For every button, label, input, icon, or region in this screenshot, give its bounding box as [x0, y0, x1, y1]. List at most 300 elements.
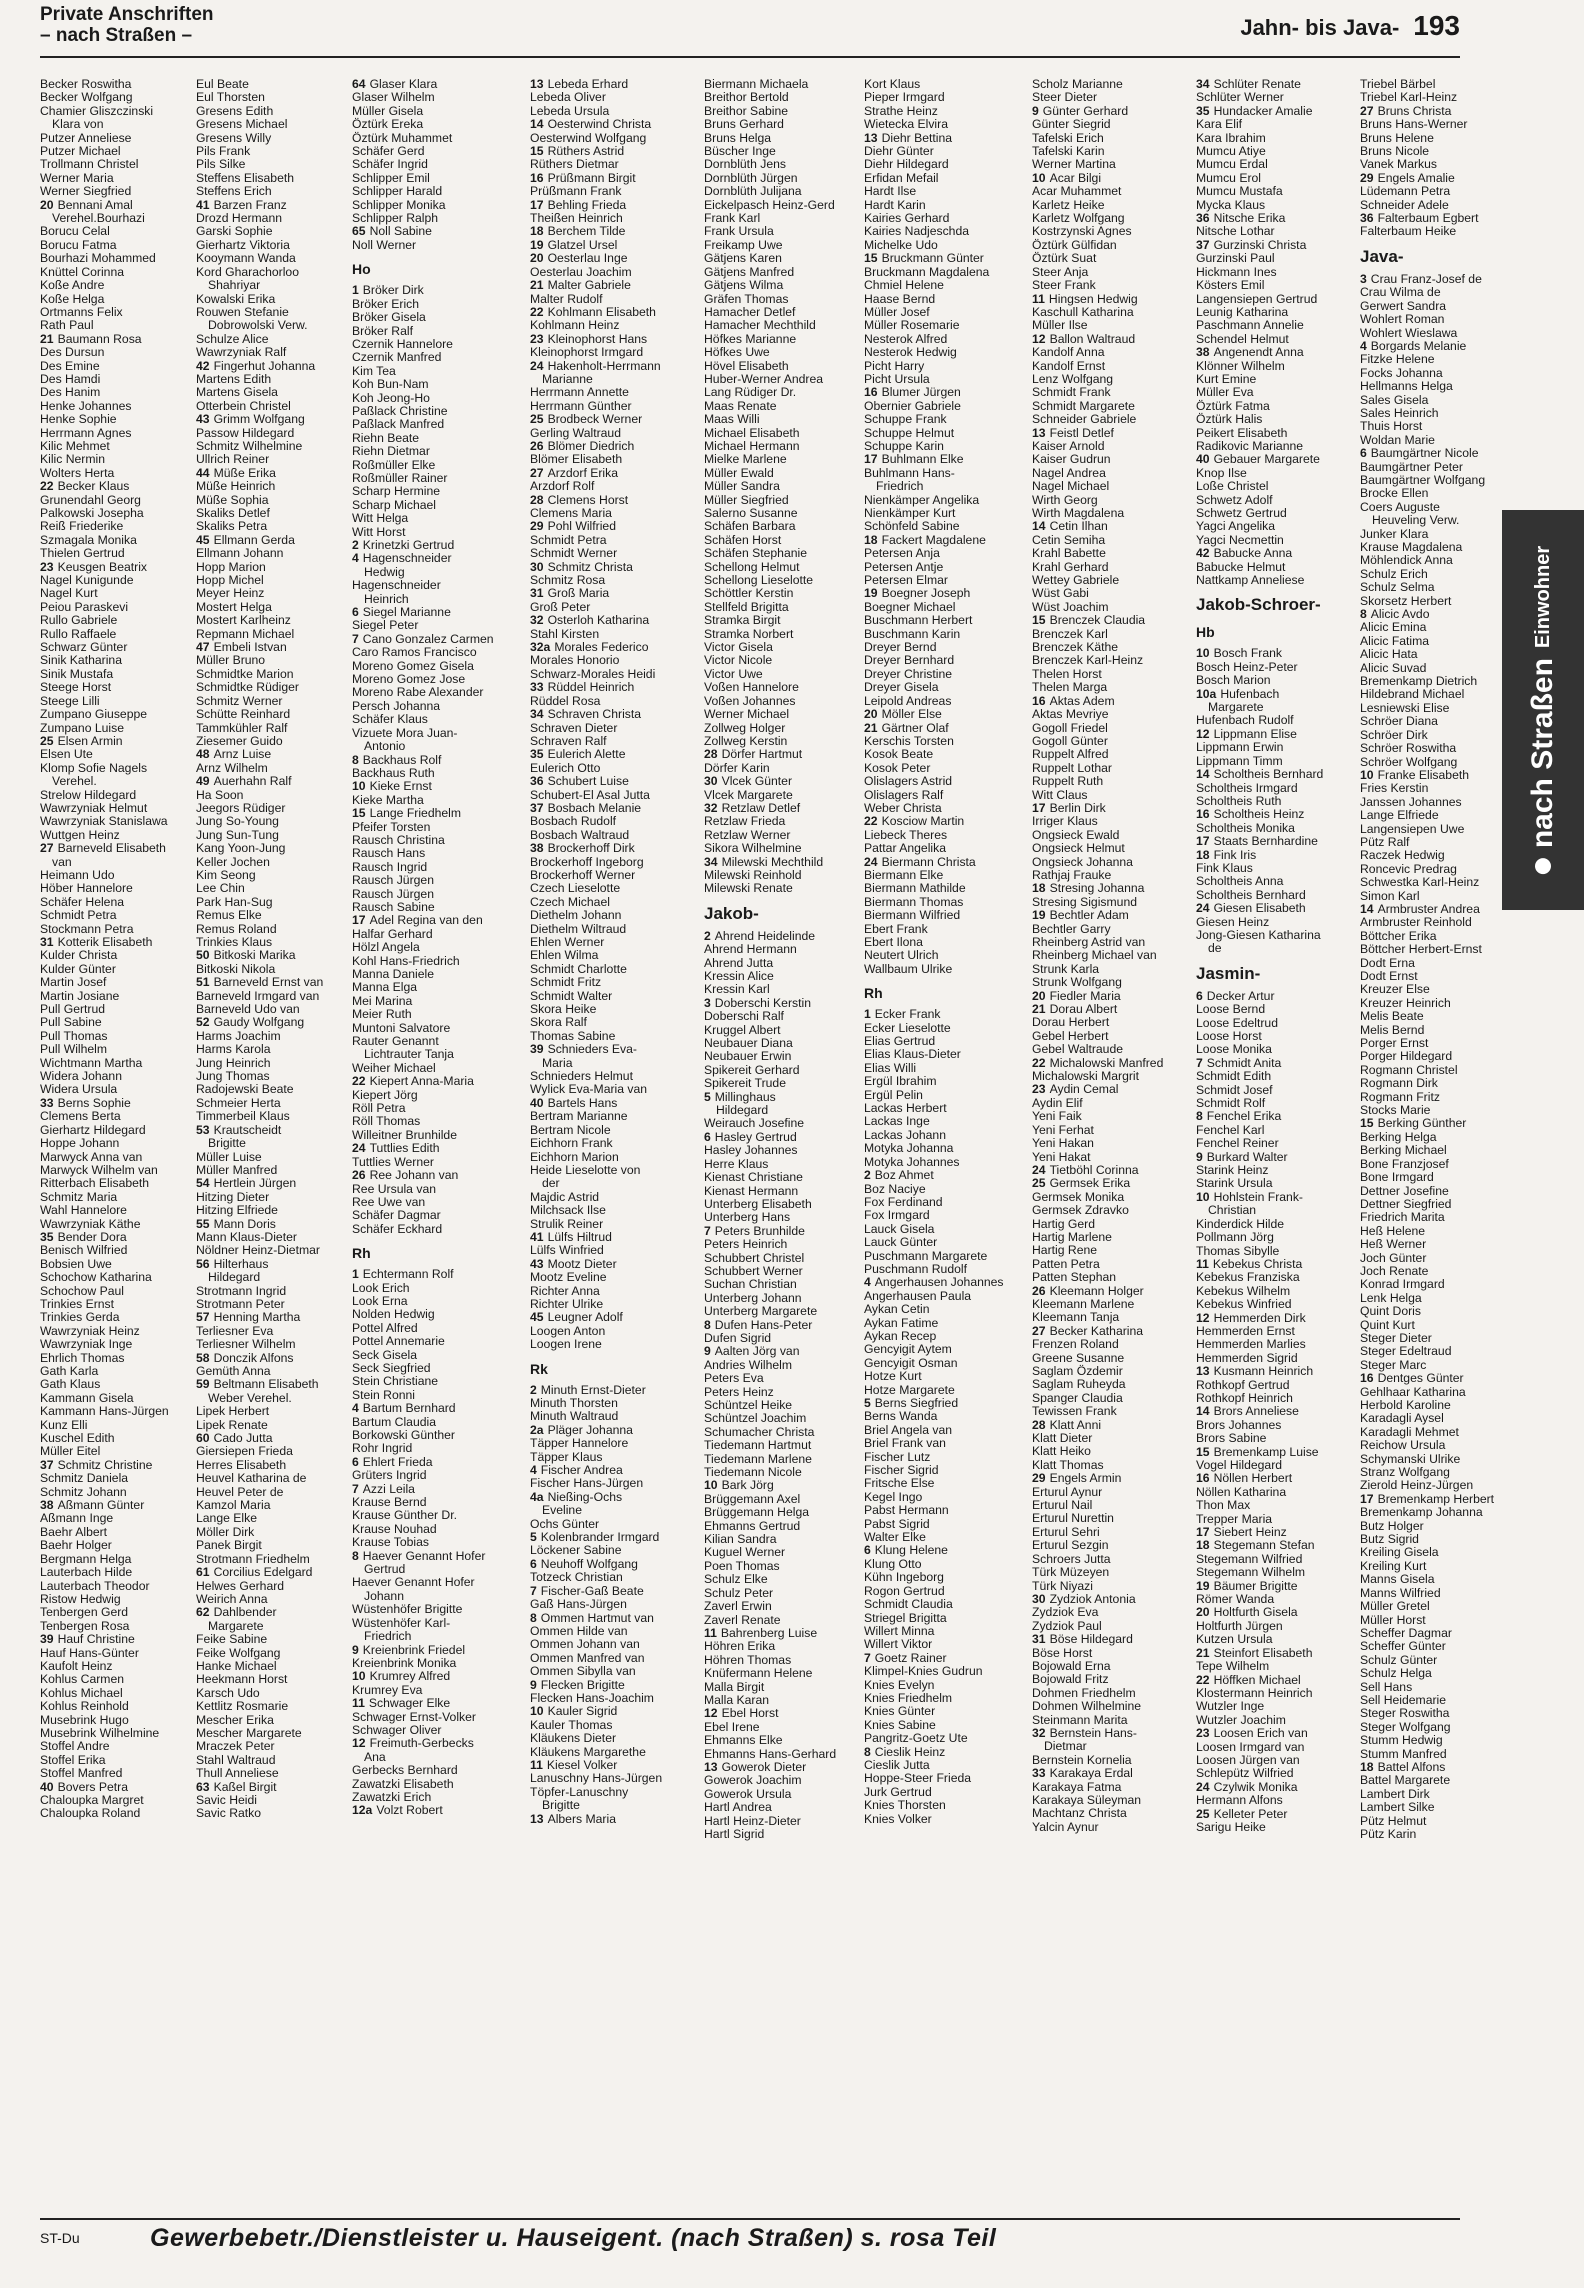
resident-entry [704, 983, 876, 996]
resident-entry [1032, 1419, 1204, 1432]
resident-name: Schäfer Helena [40, 894, 125, 909]
resident-name: Mraczek Peter [196, 1739, 275, 1754]
resident-entry [1032, 507, 1204, 520]
resident-entry [704, 266, 876, 279]
resident-name: Steege Horst [40, 680, 112, 695]
resident-name: Germsek Monika [1032, 1189, 1125, 1204]
resident-entry [1196, 1580, 1368, 1593]
resident-entry [704, 1587, 876, 1600]
resident-entry [352, 1362, 524, 1375]
resident-name: Clemens Berta [40, 1109, 121, 1124]
resident-entry [40, 735, 212, 748]
resident-entry [352, 1791, 524, 1804]
resident-entry [1360, 353, 1532, 366]
resident-entry [40, 963, 212, 976]
resident-entry [1360, 1265, 1532, 1278]
resident-entry [40, 1606, 212, 1619]
resident-entry [40, 561, 212, 574]
resident-name: Cieslik Jutta [864, 1757, 930, 1772]
resident-name: Herre Klaus [704, 1156, 769, 1171]
resident-name: Jeegors Rüdiger [196, 800, 286, 815]
resident-name: Bosch Frank [1213, 646, 1282, 661]
resident-entry [352, 338, 524, 351]
house-number: 13 [704, 1759, 718, 1774]
house-number: 19 [864, 586, 878, 601]
resident-name: Pottel Alfred [352, 1320, 418, 1335]
resident-name: Babucke Helmut [1196, 559, 1286, 574]
resident-entry [40, 722, 212, 735]
resident-name: Hövel Elisabeth [704, 358, 789, 373]
house-number: 35 [1196, 103, 1210, 118]
resident-entry [1032, 1218, 1204, 1231]
resident-entry [530, 293, 702, 306]
resident-name: Dietmar [1044, 1739, 1087, 1754]
resident-name: Böse Hildegard [1049, 1632, 1133, 1647]
resident-entry [704, 1024, 876, 1037]
resident-name: Hopp Marion [196, 559, 266, 574]
resident-entry [1032, 882, 1204, 895]
resident-name: Pütz Karin [1360, 1827, 1417, 1841]
resident-entry [864, 802, 1036, 815]
resident-name: Hölzl Angela [352, 940, 420, 955]
resident-name: Corcilius Edelgard [213, 1565, 313, 1580]
resident-entry [1360, 1654, 1532, 1667]
resident-name: Tiedemann Hartmut [704, 1438, 812, 1453]
resident-name: Bertram Marianne [530, 1109, 628, 1124]
resident-name: Gogoll Günter [1032, 733, 1108, 748]
resident-entry [196, 172, 368, 185]
resident-entry [864, 1531, 1036, 1544]
resident-entry [864, 1102, 1036, 1115]
resident-name: Alicic Avdo [1370, 607, 1430, 622]
resident-entry [196, 158, 368, 171]
resident-entry [352, 1442, 524, 1455]
resident-name: Heuvel Peter de [196, 1484, 284, 1499]
resident-entry [352, 633, 524, 646]
resident-name: Schwarz Günter [40, 640, 128, 655]
house-number: 7 [704, 1223, 711, 1238]
resident-entry [196, 1204, 368, 1217]
resident-entry [864, 1397, 1036, 1410]
resident-entry [704, 1439, 876, 1452]
resident-name: Elias Klaus-Dieter [864, 1047, 961, 1062]
resident-entry [704, 1801, 876, 1814]
resident-entry [864, 427, 1036, 440]
resident-entry [40, 145, 212, 158]
resident-name: Kleemann Marlene [1032, 1296, 1135, 1311]
section-title [40, 4, 214, 46]
resident-name: Erturul Aynur [1032, 1484, 1103, 1499]
resident-entry [530, 91, 702, 104]
resident-entry [196, 708, 368, 721]
resident-name: Kienast Christiane [704, 1170, 803, 1185]
resident-name: Schwager Ernst-Volker [352, 1709, 476, 1724]
resident-entry [1032, 185, 1204, 198]
house-number: 33 [530, 680, 544, 695]
resident-entry [1196, 1151, 1368, 1164]
resident-entry [352, 1209, 524, 1222]
house-number: 14 [1196, 767, 1210, 782]
resident-name: Malla Birgit [704, 1679, 765, 1694]
resident-entry [1196, 889, 1368, 902]
resident-entry [352, 1075, 524, 1088]
resident-name: Schröer Dirk [1360, 727, 1428, 742]
resident-name: Chmiel Helene [864, 278, 944, 293]
resident-name: Henning Martha [213, 1310, 301, 1325]
resident-entry [40, 534, 212, 547]
resident-entry [1032, 1472, 1204, 1485]
resident-entry [864, 762, 1036, 775]
resident-name: Melis Beate [1360, 1009, 1424, 1024]
resident-entry [1360, 158, 1532, 171]
house-number: 37 [40, 1457, 54, 1472]
resident-entry [864, 507, 1036, 520]
resident-entry [40, 1325, 212, 1338]
resident-entry [1032, 293, 1204, 306]
house-number: 39 [530, 1042, 544, 1057]
resident-name: Bremenkamp Dietrich [1360, 674, 1478, 689]
resident-entry [1032, 842, 1204, 855]
section-title-line1: Private Anschriften [40, 4, 214, 25]
resident-name: Zaverl Erwin [704, 1599, 772, 1614]
resident-entry [196, 842, 368, 855]
resident-entry [1032, 520, 1204, 533]
resident-entry [196, 909, 368, 922]
resident-entry [864, 185, 1036, 198]
house-number: 7 [864, 1650, 871, 1665]
resident-name: Friedrich [364, 1629, 412, 1644]
resident-entry [864, 239, 1036, 252]
resident-name: Skora Ralf [530, 1015, 587, 1030]
resident-entry [352, 1196, 524, 1209]
resident-entry [704, 1828, 876, 1841]
resident-name: Wolters Herta [40, 465, 115, 480]
resident-entry [864, 601, 1036, 614]
resident-entry [704, 574, 876, 587]
resident-name: Kegel Ingo [864, 1489, 923, 1504]
resident-entry [40, 252, 212, 265]
resident-name: Schmidt Frank [1032, 385, 1111, 400]
resident-name: Pabst Hermann [864, 1503, 949, 1518]
resident-entry [530, 1325, 702, 1338]
resident-entry [196, 628, 368, 641]
resident-entry [1032, 1647, 1204, 1660]
resident-name: Werner Siegfried [40, 184, 132, 199]
resident-entry [1032, 1110, 1204, 1123]
resident-entry [1032, 1687, 1204, 1700]
resident-entry [704, 654, 876, 667]
entry-continuation [196, 319, 368, 332]
resident-name: Klatt Thomas [1032, 1457, 1104, 1472]
resident-entry [40, 1687, 212, 1700]
resident-name: Tuttlies Werner [352, 1154, 434, 1169]
resident-entry [1196, 1526, 1368, 1539]
section-heading: Rh [352, 1245, 371, 1262]
resident-name: Lülfs Winfried [530, 1243, 604, 1258]
resident-name: Nagel Andrea [1032, 465, 1106, 480]
resident-name: Lanuschny Hans-Jürgen [530, 1771, 663, 1786]
resident-entry [352, 325, 524, 338]
resident-name: Sell Heidemarie [1360, 1692, 1447, 1707]
resident-name: Holtfurth Gisela [1213, 1605, 1298, 1620]
resident-name: Erfidan Mefail [864, 170, 939, 185]
resident-name: Wutzler Joachim [1196, 1712, 1286, 1727]
house-number: 6 [864, 1543, 871, 1558]
resident-entry [40, 1512, 212, 1525]
resident-entry [530, 266, 702, 279]
resident-name: Stockmann Petra [40, 921, 134, 936]
resident-entry [864, 1652, 1036, 1665]
resident-name: Krinetzki Gertrud [362, 538, 455, 552]
resident-entry [1360, 930, 1532, 943]
resident-entry [40, 1633, 212, 1646]
house-number: 8 [864, 1744, 871, 1759]
resident-name: Rausch Ingrid [352, 859, 428, 874]
house-number: 37 [1196, 237, 1210, 252]
resident-name: Neubauer Erwin [704, 1049, 792, 1064]
resident-name: Gärtner Olaf [881, 720, 949, 735]
resident-entry [704, 1077, 876, 1090]
resident-entry [704, 1453, 876, 1466]
entry-continuation [1196, 701, 1368, 714]
resident-name: Pull Gertrud [40, 1002, 106, 1017]
resident-name: Steger Wolfgang [1360, 1719, 1451, 1734]
resident-name: Rüthers Dietmar [530, 157, 619, 172]
resident-entry [864, 1250, 1036, 1263]
resident-entry [530, 990, 702, 1003]
resident-entry [1360, 1533, 1532, 1546]
house-number: 10 [352, 779, 366, 794]
entry-continuation [352, 740, 524, 753]
resident-name: Lipek Renate [196, 1417, 268, 1432]
resident-entry [1360, 1734, 1532, 1747]
footer-code: ST-Du [40, 2230, 80, 2246]
resident-name: Kreuzer Heinrich [1360, 995, 1451, 1010]
resident-entry [1360, 1667, 1532, 1680]
resident-entry [1032, 1526, 1204, 1539]
resident-entry [864, 1571, 1036, 1584]
resident-name: Brigitte [208, 1136, 246, 1151]
resident-entry [864, 1048, 1036, 1061]
resident-entry [1032, 333, 1204, 346]
resident-entry [352, 713, 524, 726]
resident-name: Mescher Margarete [196, 1725, 302, 1740]
resident-name: Krahl Gerhard [1032, 559, 1109, 574]
resident-name: Joch Günter [1360, 1250, 1427, 1265]
resident-entry [704, 943, 876, 956]
resident-entry [864, 1263, 1036, 1276]
resident-entry [704, 735, 876, 748]
resident-entry [530, 856, 702, 869]
resident-name: Bruns Nicole [1360, 144, 1430, 159]
resident-entry [530, 105, 702, 118]
resident-entry [864, 172, 1036, 185]
resident-entry [1032, 480, 1204, 493]
resident-name: Bartels Hans [547, 1095, 618, 1110]
resident-entry [1360, 1024, 1532, 1037]
resident-name: Noll Werner [352, 237, 417, 252]
resident-entry [40, 802, 212, 815]
resident-entry [704, 1252, 876, 1265]
resident-name: Lenz Wolfgang [1032, 371, 1114, 386]
resident-name: Bone Franzjosef [1360, 1156, 1449, 1171]
resident-entry [530, 346, 702, 359]
resident-name: Trepper Maria [1196, 1511, 1273, 1526]
resident-entry [352, 185, 524, 198]
resident-entry [530, 1397, 702, 1410]
resident-entry [1360, 1573, 1532, 1586]
resident-name: Junker Klara [1360, 526, 1429, 541]
resident-name: Breithor Sabine [704, 103, 789, 118]
house-number: 8 [1196, 1109, 1203, 1124]
resident-name: Palkowski Josepha [40, 506, 144, 520]
resident-name: Holtfurth Jürgen [1196, 1618, 1283, 1633]
resident-entry [1032, 1298, 1204, 1311]
resident-name: Koh Jeong-Ho [352, 390, 430, 405]
resident-entry [1196, 1486, 1368, 1499]
resident-name: Cetin Ilhan [1049, 519, 1108, 534]
resident-entry [1196, 427, 1368, 440]
resident-entry [530, 1746, 702, 1759]
resident-name: Schymanski Ulrike [1360, 1451, 1461, 1466]
resident-name: Szmagala Monika [40, 532, 137, 547]
resident-name: Röll Thomas [352, 1114, 421, 1129]
resident-name: Hauf Christine [57, 1632, 135, 1647]
resident-entry [1360, 172, 1532, 185]
resident-entry [352, 995, 524, 1008]
resident-name: Schlipper Monika [352, 197, 446, 212]
resident-entry [530, 936, 702, 949]
resident-name: Nagel Kurt [40, 586, 98, 601]
house-number: 6 [1360, 446, 1367, 461]
resident-name: Kamzol Maria [196, 1498, 271, 1513]
resident-entry [196, 1740, 368, 1753]
resident-entry [530, 1544, 702, 1557]
resident-name: Martens Edith [196, 371, 272, 386]
resident-entry [864, 735, 1036, 748]
resident-entry [196, 1352, 368, 1365]
resident-name: Butz Holger [1360, 1518, 1424, 1533]
resident-entry [352, 105, 524, 118]
resident-name: Joch Renate [1360, 1263, 1429, 1278]
resident-entry [1196, 1137, 1368, 1150]
resident-name: Kaufolt Heinz [40, 1658, 113, 1673]
resident-name: Borgards Melanie [1370, 338, 1467, 353]
resident-name: Kösters Emil [1196, 278, 1265, 293]
house-number: 60 [196, 1431, 210, 1446]
resident-name: Höber Hannelore [40, 881, 133, 896]
resident-entry [352, 1764, 524, 1777]
resident-name: Zydziok Paul [1032, 1618, 1102, 1633]
resident-entry [196, 614, 368, 627]
resident-name: Ahrend Heidelinde [714, 928, 816, 943]
resident-name: Oesterwind Wolfgang [530, 130, 647, 145]
resident-name: Gowerok Ursula [704, 1786, 792, 1801]
resident-entry [1196, 1539, 1368, 1552]
resident-name: Kauler Thomas [530, 1717, 613, 1732]
resident-entry [1196, 239, 1368, 252]
house-number: 20 [530, 251, 544, 266]
resident-entry [864, 1196, 1036, 1209]
resident-name: Koh Bun-Nam [352, 377, 429, 392]
resident-name: Öztürk Suat [1032, 251, 1097, 266]
resident-entry [864, 695, 1036, 708]
house-number: 17 [864, 452, 878, 467]
house-number: 18 [864, 532, 878, 547]
resident-entry [530, 628, 702, 641]
resident-entry [704, 453, 876, 466]
resident-name: Karsch Udo [196, 1685, 260, 1700]
resident-name: Rheinberg Astrid van [1032, 935, 1146, 949]
resident-entry [196, 239, 368, 252]
resident-name: Lackas Inge [864, 1114, 930, 1129]
resident-name: Kosok Peter [864, 760, 931, 775]
resident-entry [704, 802, 876, 815]
resident-name: Tiedemann Nicole [704, 1465, 802, 1480]
resident-entry [1032, 896, 1204, 909]
resident-name: Yagci Necmettin [1196, 532, 1284, 547]
house-number: 31 [530, 586, 544, 601]
resident-name: Roßmüller Elke [352, 457, 436, 472]
resident-entry [1032, 1016, 1204, 1029]
house-number: 2 [704, 928, 711, 943]
resident-name: Breithor Bertold [704, 90, 789, 105]
resident-name: Bruns Gerhard [704, 117, 784, 132]
resident-name: Schlipper Emil [352, 170, 430, 185]
entry-continuation [530, 1504, 702, 1517]
resident-entry [352, 1102, 524, 1115]
resident-name: Scholtheis Heinz [1213, 807, 1305, 822]
house-number: 64 [352, 77, 366, 91]
resident-entry [40, 1445, 212, 1458]
resident-entry [530, 1451, 702, 1464]
page-header [40, 4, 1460, 58]
resident-name: Stresing Sigismund [1032, 894, 1137, 909]
resident-name: Ree Uwe van [352, 1194, 426, 1209]
resident-name: Thull Anneliese [196, 1766, 279, 1781]
resident-name: Bartum Bernhard [362, 1401, 456, 1416]
house-number: 52 [196, 1015, 210, 1030]
resident-entry [864, 587, 1036, 600]
resident-name: Rausch Jürgen [352, 886, 434, 901]
resident-entry [704, 1493, 876, 1506]
directory-column-6 [864, 78, 1036, 2208]
resident-entry [40, 1647, 212, 1660]
resident-name: Lang Rüdiger Dr. [704, 385, 797, 400]
resident-entry [352, 1282, 524, 1295]
resident-entry [1360, 1681, 1532, 1694]
resident-entry [352, 526, 524, 539]
resident-entry [864, 1343, 1036, 1356]
resident-name: Hartig Rene [1032, 1243, 1098, 1258]
house-number: 21 [40, 331, 54, 346]
resident-entry [1196, 1325, 1368, 1338]
resident-entry [352, 158, 524, 171]
resident-entry [530, 587, 702, 600]
resident-name: Kotterik Elisabeth [57, 935, 153, 949]
resident-entry [1196, 1271, 1368, 1284]
resident-entry [1196, 440, 1368, 453]
resident-name: Schröer Wolfgang [1360, 754, 1458, 769]
resident-name: Rausch Christina [352, 832, 445, 847]
resident-name: Tafelski Karin [1032, 144, 1105, 159]
resident-entry [196, 561, 368, 574]
house-number: 30 [1032, 1591, 1046, 1606]
resident-entry [704, 561, 876, 574]
resident-name: Otterbein Christel [196, 398, 291, 413]
resident-name: Steege Lilli [40, 693, 100, 708]
resident-name: Ommen Hilde van [530, 1623, 628, 1638]
